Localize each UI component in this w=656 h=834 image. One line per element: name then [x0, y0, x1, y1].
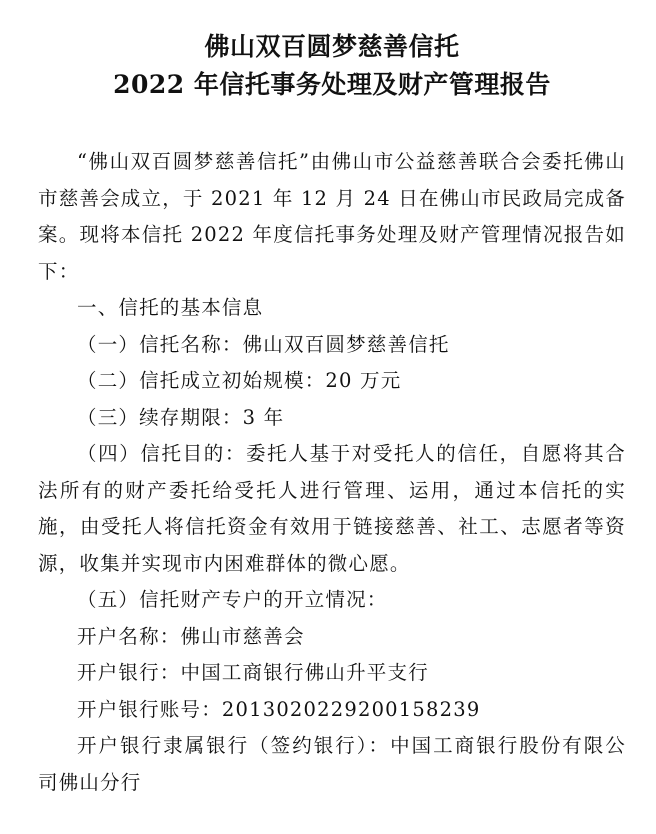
- item-duration: （三）续存期限：3 年: [77, 405, 285, 429]
- item-trust-name: （一）信托名称：佛山双百圆梦慈善信托: [77, 332, 450, 356]
- intro-paragraph: “佛山双百圆梦慈善信托”由佛山市公益慈善联合会委托佛山市慈善会成立，于 2021 年 12 月 24 日在佛山市民政局完成备案。现将本信托 2022 年度信托事务处理及财产管理情况报告如下：: [38, 150, 626, 283]
- account-number: 开户银行账号：2013020229200158239: [77, 697, 481, 721]
- parent-bank: 开户银行隶属银行（签约银行）：中国工商银行股份有限公司佛山分行: [38, 734, 626, 794]
- item-account-opening: （五）信托财产专户的开立情况：: [77, 588, 388, 611]
- section-heading-basic-info: 一、信托的基本信息: [77, 296, 264, 319]
- document-body: [38, 144, 626, 801]
- document-header: [38, 28, 626, 104]
- item-initial-scale: （二）信托成立初始规模：20 万元: [77, 369, 402, 392]
- document-title-line1: 佛山双百圆梦慈善信托: [204, 32, 460, 61]
- account-name: 开户名称：佛山市慈善会: [77, 624, 305, 648]
- account-bank: 开户银行：中国工商银行佛山升平支行: [77, 661, 429, 684]
- item-trust-purpose: （四）信托目的：委托人基于对受托人的信任，自愿将其合法所有的财产委托给受托人进行管理、运用，通过本信托的实施，由受托人将信托资金有效用于链接慈善、社工、志愿者等资源，收集并实现市内困难群体的微心愿。: [38, 442, 626, 575]
- document-title-line2: 2022 年信托事务处理及财产管理报告: [113, 70, 551, 99]
